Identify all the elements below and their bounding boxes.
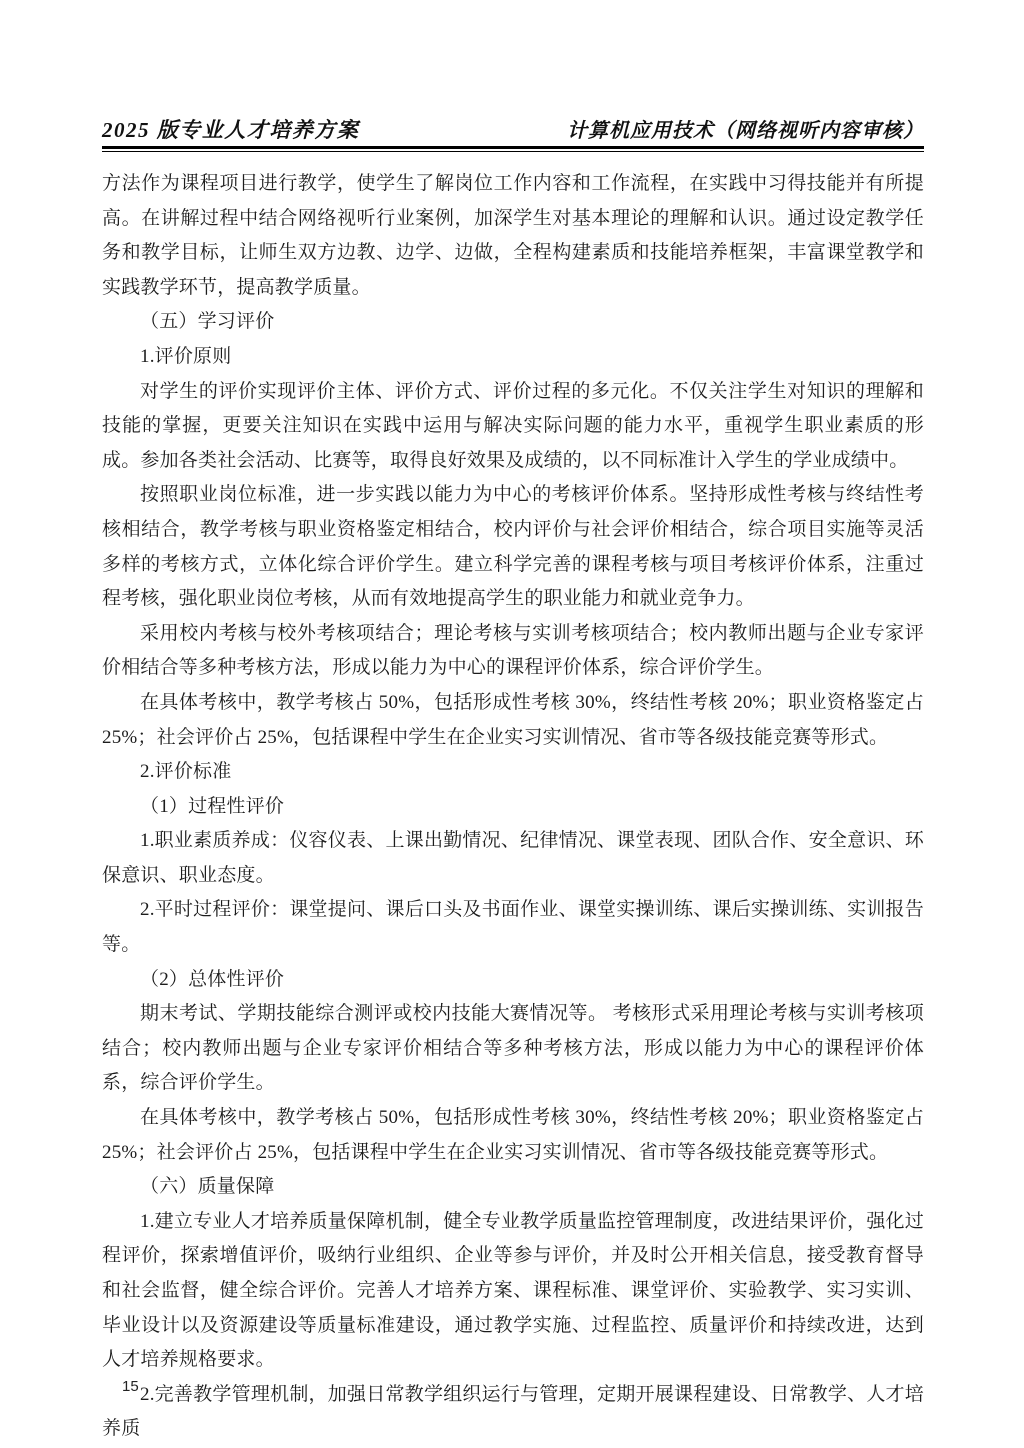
header-rule-thin-line xyxy=(102,151,924,152)
paragraph: 期末考试、学期技能综合测评或校内技能大赛情况等。 考核形式采用理论考核与实训考核项结合；校内教师出题与企业专家评价相结合等多种考核方法，形成以能力为中心的课程评价体系，综合评价学生。 xyxy=(102,1003,924,1094)
paragraph: 在具体考核中，教学考核占 50%，包括形成性考核 30%，终结性考核 20%；职业资格鉴定占 25%；社会评价占 25%，包括课程中学生在企业实习实训情况、省市等各级技能竞赛等形式。 xyxy=(102,1107,924,1163)
paragraph: 按照职业岗位标准，进一步实践以能力为中心的考核评价体系。坚持形成性考核与终结性考核相结合，教学考核与职业资格鉴定相结合，校内评价与社会评价相结合，综合项目实施等灵活多样的考核方式，立体化综合评价学生。建立科学完善的课程考核与项目考核评价体系，注重过程考核，强化职业岗位考核，从而有效地提高学生的职业能力和就业竞争力。 xyxy=(102,484,924,610)
document-body xyxy=(102,167,924,1447)
header-document-title: 2025 版专业人才培养方案 xyxy=(102,118,360,142)
header-rule-thick-line xyxy=(102,146,924,149)
page-header xyxy=(102,114,924,144)
paragraph: 采用校内考核与校外考核项结合；理论考核与实训考核项结合；校内教师出题与企业专家评价相结合等多种考核方法，形成以能力为中心的课程评价体系，综合评价学生。 xyxy=(102,622,924,679)
header-rule xyxy=(102,146,924,152)
sub-heading: 1.评价原则 xyxy=(140,345,232,367)
paragraph: 1.建立专业人才培养质量保障机制，健全专业教学质量监控管理制度，改进结果评价，强化过程评价，探索增值评价，吸纳行业组织、企业等参与评价，并及时公开相关信息，接受教育督导和社会监督，健全综合评价。完善人才培养方案、课程标准、课堂评价、实验教学、实习实训、毕业设计以及资源建设等质量标准建设，通过教学实施、过程监控、质量评价和持续改进，达到人才培养规格要求。 xyxy=(102,1210,924,1371)
paragraph: 2.完善教学管理机制，加强日常教学组织运行与管理，定期开展课程建设、日常教学、人才培养质 xyxy=(102,1383,924,1440)
section-heading: （五）学习评价 xyxy=(140,311,275,333)
sub-heading: 2.评价标准 xyxy=(140,761,232,783)
paragraph: 2.平时过程评价：课堂提问、课后口头及书面作业、课堂实操训练、课后实操训练、实训报告等。 xyxy=(102,899,924,956)
paragraph: 1.职业素质养成：仪容仪表、上课出勤情况、纪律情况、课堂表现、团队合作、安全意识、环保意识、职业态度。 xyxy=(102,830,924,886)
sub-heading: （2）总体性评价 xyxy=(140,968,285,990)
paragraph-continuation: 方法作为课程项目进行教学，使学生了解岗位工作内容和工作流程，在实践中习得技能并有所提高。在讲解过程中结合网络视听行业案例，加深学生对基本理论的理解和认识。通过设定教学任务和教学目标，让师生双方边教、边学、边做，全程构建素质和技能培养框架，丰富课堂教学和实践教学环节，提高教学质量。 xyxy=(102,173,924,298)
paragraph: 对学生的评价实现评价主体、评价方式、评价过程的多元化。不仅关注学生对知识的理解和技能的掌握，更要关注知识在实践中运用与解决实际问题的能力水平，重视学生职业素质的形成。参加各类社会活动、比赛等，取得良好效果及成绩的，以不同标准计入学生的学业成绩中。 xyxy=(102,380,924,471)
section-heading: （六）质量保障 xyxy=(140,1176,275,1198)
page-number: 15 xyxy=(122,1378,139,1395)
header-major-title: 计算机应用技术（网络视听内容审核） xyxy=(567,120,924,142)
sub-heading: （1）过程性评价 xyxy=(140,795,285,817)
paragraph: 在具体考核中，教学考核占 50%，包括形成性考核 30%，终结性考核 20%；职业资格鉴定占 25%；社会评价占 25%，包括课程中学生在企业实习实训情况、省市等各级技能竞赛等形式。 xyxy=(102,691,924,748)
